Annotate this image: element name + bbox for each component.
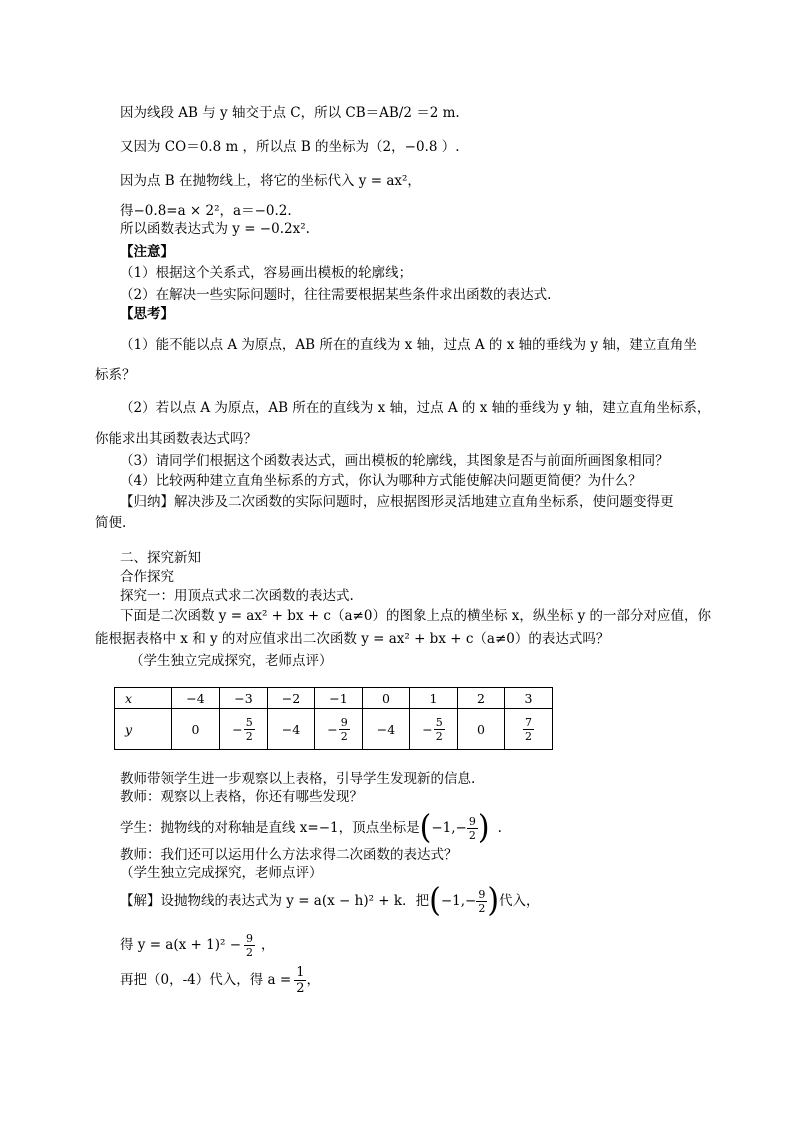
text-line: （学生独立完成探究，老师点评） xyxy=(130,653,333,669)
table-header-cell: −2 xyxy=(268,688,315,709)
summary-line: 【归纳】解决涉及二次函数的实际问题时，应根据图形灵活地建立直角坐标系，使问题变得更 xyxy=(120,494,674,510)
table-header-cell: −1 xyxy=(315,688,363,709)
text-segment: ， xyxy=(306,972,320,988)
fraction: $\frac{7}{2}$ xyxy=(525,715,532,743)
fraction: $\frac{5}{2}$ xyxy=(435,715,443,743)
table-cell xyxy=(410,709,458,750)
fraction: $\frac{9}{2}$ xyxy=(468,814,476,842)
section-heading: 【注意】 xyxy=(120,244,174,260)
vertex-x: −1,− xyxy=(440,893,477,909)
text-segment: ， xyxy=(261,937,275,953)
text-line: 又因为 CO＝0.8 m ，所以点 B 的坐标为（2，−0.8 ）. xyxy=(120,139,460,155)
minus-sign: − xyxy=(422,721,433,737)
text-line xyxy=(120,928,275,962)
section-heading: 【思考】 xyxy=(120,306,174,322)
text-line: 下面是二次函数 y = ax² + bx + c（a≠0）的图象上点的横坐标 x，纵坐标 y 的一部分对应值，你 xyxy=(120,608,712,624)
text-segment: 代入， xyxy=(499,893,540,909)
minus-sign: − xyxy=(232,721,243,737)
text-line: 能根据表格中 x 和 y 的对应值求出二次函数 y = ax² + bx + c（a≠0）的表达式吗？ xyxy=(95,631,610,647)
table-header-cell: 0 xyxy=(363,688,410,709)
fraction: $\frac{9}{2}$ xyxy=(340,715,348,743)
table-header-cell: −3 xyxy=(220,688,268,709)
table-cell xyxy=(315,709,363,750)
table-row-label: y xyxy=(115,709,172,750)
text-line: 因为点 B 在抛物线上，将它的坐标代入 y = ax²， xyxy=(120,173,421,189)
fraction: $\frac{9}{2}$ xyxy=(478,887,486,915)
fraction: $\frac{5}{2}$ xyxy=(245,715,253,743)
text-line xyxy=(120,962,320,998)
text-line: （1）根据这个关系式，容易画出模板的轮廓线； xyxy=(120,265,413,281)
paren-left: ( xyxy=(429,881,441,920)
text-segment: 【解】设抛物线的表达式为 y = a(x − h)² + k．把 xyxy=(120,893,430,909)
table-header-cell: 3 xyxy=(505,688,553,709)
minus-sign: − xyxy=(327,721,338,737)
table-cell: −4 xyxy=(363,709,410,750)
text-line: （2）若以点 A 为原点，AB 所在的直线为 x 轴，过点 A 的 x 轴的垂线为 y 轴，建立直角坐标系， xyxy=(120,400,711,416)
text-line: 你能求出其函数表达式吗？ xyxy=(95,431,257,447)
table-header-cell: x xyxy=(115,688,172,709)
fraction: $\frac{1}{2}$ xyxy=(296,964,305,996)
text-segment: 学生：抛物线的对称轴是直线 x=−1，顶点坐标是 xyxy=(120,820,420,836)
text-line: 探究一：用顶点式求二次函数的表达式. xyxy=(120,588,354,604)
text-line: 学生：抛物线的对称轴是直线 x=−1，顶点坐标是 ( −1,− $\frac{9}{2}$ ) . xyxy=(120,808,502,847)
fraction: $\frac{9}{2}$ xyxy=(246,931,254,959)
section-title: 二、探究新知 xyxy=(120,550,201,566)
text-line: （4）比较两种建立直角坐标系的方式，你认为哪种方式能使解决问题更简便？为什么？ xyxy=(120,473,642,489)
text-line xyxy=(120,883,540,919)
value-table xyxy=(114,687,553,750)
table-cell: 0 xyxy=(458,709,505,750)
text-line: 教师：观察以上表格，你还有哪些发现？ xyxy=(120,789,363,805)
text-line: 所以函数表达式为 y = −0.2x². xyxy=(120,221,310,237)
table-cell xyxy=(505,709,553,750)
text-line: （3）请同学们根据这个函数表达式，画出模板的轮廓线，其图象是否与前面所画图象相同？ xyxy=(120,453,669,469)
paren-right: ) xyxy=(477,808,490,847)
table-header-row xyxy=(115,688,553,709)
table-header-cell: −4 xyxy=(172,688,220,709)
text-line: 因为线段 AB 与 y 轴交于点 C，所以 CB＝AB/2 ＝2 m. xyxy=(120,105,460,121)
text-line: 教师带领学生进一步观察以上表格，引导学生发现新的信息. xyxy=(120,771,476,787)
table-header-cell: 1 xyxy=(410,688,458,709)
text-line: 得−0.8=a × 2²，a＝−0.2. xyxy=(120,203,292,219)
table-header-cell: 2 xyxy=(458,688,505,709)
text-line: 简便. xyxy=(95,515,127,531)
text-line: 标系？ xyxy=(95,367,136,383)
subsection-title: 合作探究 xyxy=(120,569,174,585)
vertex-x: −1,− xyxy=(431,820,467,836)
table-row xyxy=(115,709,553,750)
table-cell: 0 xyxy=(172,709,220,750)
table-cell: −4 xyxy=(268,709,315,750)
paren-right: ) xyxy=(487,881,500,920)
table-cell xyxy=(220,709,268,750)
text-line: （学生独立完成探究，老师点评） xyxy=(120,865,323,881)
text-line: 教师：我们还可以运用什么方法求得二次函数的表达式？ xyxy=(120,847,458,863)
paren-left: ( xyxy=(419,808,432,847)
text-line: （2）在解决一些实际问题时，往往需要根据某些条件求出函数的表达式. xyxy=(120,287,552,303)
text-line: （1）能不能以点 A 为原点，AB 所在的直线为 x 轴，过点 A 的 x 轴的垂线为 y 轴，建立直角坐 xyxy=(120,337,697,353)
text-segment: 得 y = a(x + 1)² − xyxy=(120,937,242,953)
text-segment: 再把（0，-4）代入，得 a = xyxy=(120,972,292,988)
